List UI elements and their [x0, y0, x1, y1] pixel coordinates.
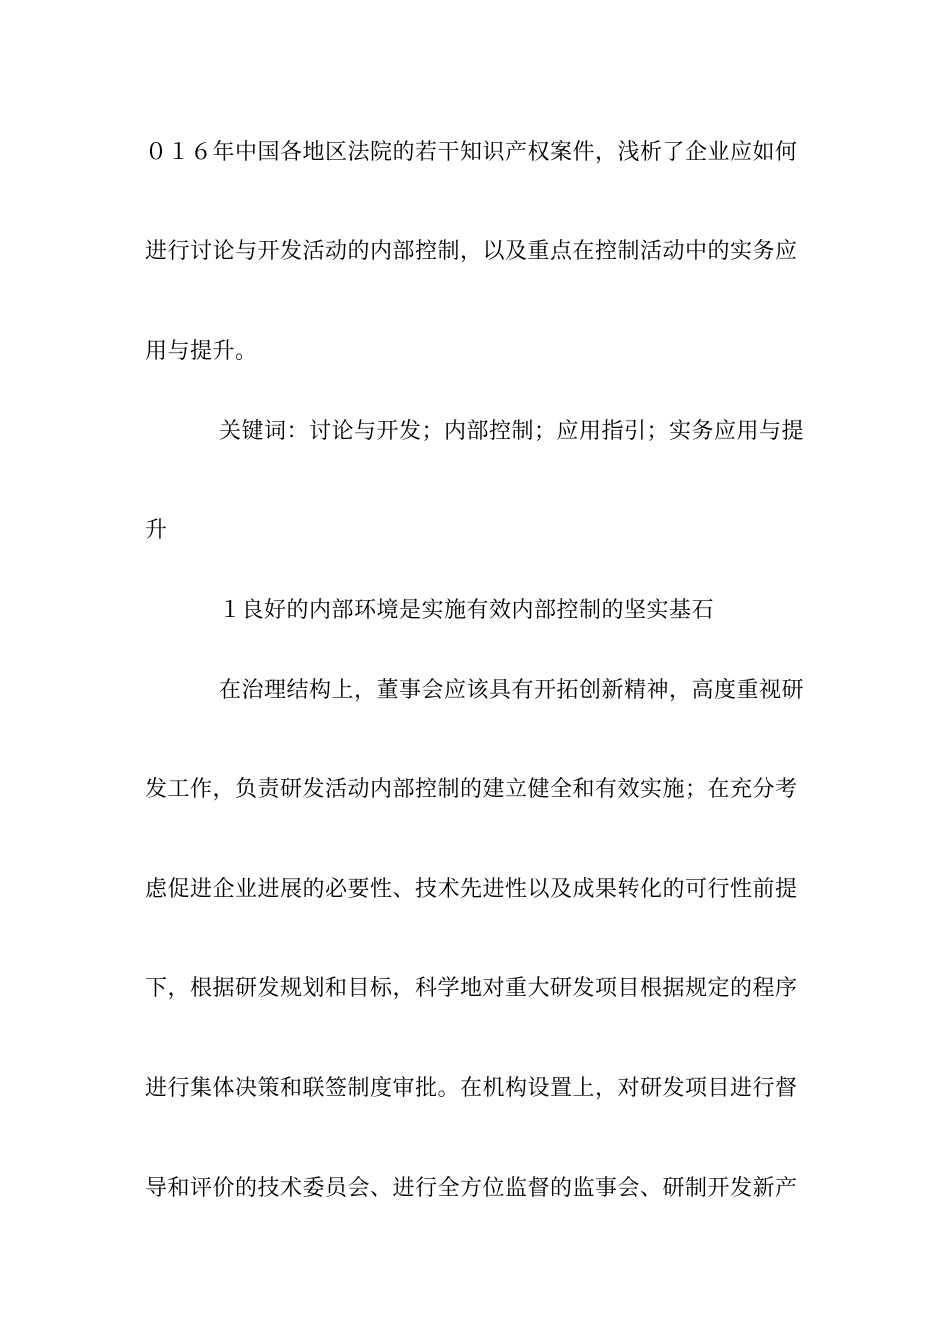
body-text-line: ０１６年中国各地区法院的若干知识产权案件，浅析了企业应如何	[145, 140, 798, 165]
body-text-line: 在治理结构上，董事会应该具有开拓创新精神，高度重视研	[219, 678, 805, 703]
section-heading: １良好的内部环境是实施有效内部控制的坚实基石	[219, 598, 715, 623]
body-text-line: 进行集体决策和联签制度审批。在机构设置上，对研发项目进行督	[145, 1076, 798, 1101]
body-text-line: 用与提升。	[145, 339, 258, 364]
keywords-line: 关键词：讨论与开发；内部控制；应用指引；实务应用与提	[219, 419, 805, 444]
body-text-line: 导和评价的技术委员会、进行全方位监督的监事会、研制开发新产	[145, 1176, 798, 1201]
body-text-line: 虑促进企业进展的必要性、技术先进性以及成果转化的可行性前提	[145, 877, 798, 902]
keywords-continuation: 升	[145, 518, 168, 543]
body-text-line: 发工作，负责研发活动内部控制的建立健全和有效实施；在充分考	[145, 777, 798, 802]
body-text-line: 下，根据研发规划和目标，科学地对重大研发项目根据规定的程序	[145, 976, 798, 1001]
body-text-line: 进行讨论与开发活动的内部控制，以及重点在控制活动中的实务应	[145, 239, 798, 264]
